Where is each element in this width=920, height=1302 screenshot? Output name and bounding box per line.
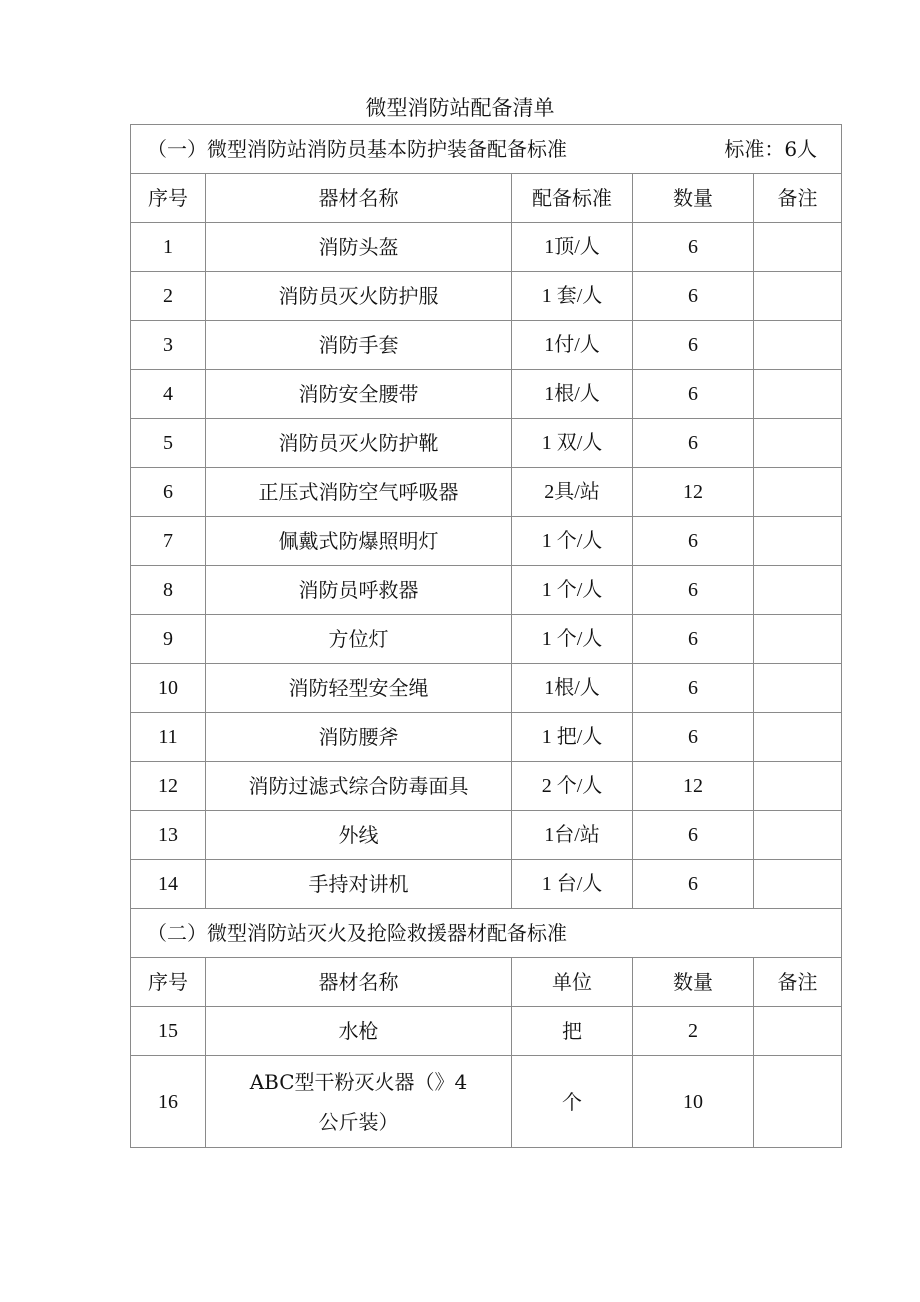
item-standard: 1 个/人 xyxy=(512,615,633,664)
item-quantity: 6 xyxy=(633,223,754,272)
item-standard: 1 套/人 xyxy=(512,272,633,321)
row-number: 16 xyxy=(131,1056,206,1148)
item-name: 消防手套 xyxy=(206,321,512,370)
section1-heading-row xyxy=(131,125,842,174)
item-note xyxy=(754,762,842,811)
item-name: 消防轻型安全绳 xyxy=(206,664,512,713)
item-standard: 1 把/人 xyxy=(512,713,633,762)
item-quantity: 6 xyxy=(633,370,754,419)
item-quantity: 6 xyxy=(633,811,754,860)
item-note xyxy=(754,1056,842,1148)
item-quantity: 6 xyxy=(633,860,754,909)
item-note xyxy=(754,566,842,615)
item-quantity: 6 xyxy=(633,419,754,468)
item-standard: 2 个/人 xyxy=(512,762,633,811)
row-number: 2 xyxy=(131,272,206,321)
table-row xyxy=(131,272,842,321)
header-quantity: 数量 xyxy=(633,958,754,1007)
item-name: 正压式消防空气呼吸器 xyxy=(206,468,512,517)
item-name: 消防员灭火防护服 xyxy=(206,272,512,321)
table-row xyxy=(131,468,842,517)
item-quantity: 12 xyxy=(633,468,754,517)
table-row xyxy=(131,811,842,860)
section2-header-row xyxy=(131,958,842,1007)
item-quantity: 6 xyxy=(633,321,754,370)
item-quantity: 6 xyxy=(633,517,754,566)
row-number: 3 xyxy=(131,321,206,370)
table-row xyxy=(131,762,842,811)
row-number: 12 xyxy=(131,762,206,811)
item-note xyxy=(754,321,842,370)
header-no: 序号 xyxy=(131,174,206,223)
row-number: 4 xyxy=(131,370,206,419)
item-quantity: 12 xyxy=(633,762,754,811)
row-number: 8 xyxy=(131,566,206,615)
item-name: 消防过滤式综合防毒面具 xyxy=(206,762,512,811)
item-quantity: 6 xyxy=(633,713,754,762)
item-standard: 1台/站 xyxy=(512,811,633,860)
header-no: 序号 xyxy=(131,958,206,1007)
item-note xyxy=(754,223,842,272)
header-name: 器材名称 xyxy=(206,174,512,223)
item-standard: 1付/人 xyxy=(512,321,633,370)
table-row xyxy=(131,615,842,664)
item-note xyxy=(754,615,842,664)
section1-standard: 标准：6人 xyxy=(724,137,818,161)
table-row xyxy=(131,1007,842,1056)
row-number: 11 xyxy=(131,713,206,762)
table-row xyxy=(131,1056,842,1148)
item-note xyxy=(754,1007,842,1056)
item-standard: 1顶/人 xyxy=(512,223,633,272)
table-row xyxy=(131,370,842,419)
section1-heading: （一）微型消防站消防员基本防护装备配备标准 xyxy=(147,137,567,161)
item-name: 手持对讲机 xyxy=(206,860,512,909)
header-quantity: 数量 xyxy=(633,174,754,223)
table-row xyxy=(131,517,842,566)
item-quantity: 6 xyxy=(633,272,754,321)
item-note xyxy=(754,860,842,909)
item-note xyxy=(754,468,842,517)
item-note xyxy=(754,272,842,321)
item-quantity: 6 xyxy=(633,664,754,713)
table-row xyxy=(131,566,842,615)
table-body xyxy=(131,125,842,1148)
row-number: 10 xyxy=(131,664,206,713)
header-note: 备注 xyxy=(754,174,842,223)
equipment-table xyxy=(130,124,842,1148)
item-name: 消防员呼救器 xyxy=(206,566,512,615)
item-note xyxy=(754,664,842,713)
item-standard: 1根/人 xyxy=(512,664,633,713)
item-quantity: 10 xyxy=(633,1056,754,1148)
row-number: 6 xyxy=(131,468,206,517)
item-note xyxy=(754,517,842,566)
item-standard: 1 双/人 xyxy=(512,419,633,468)
item-note xyxy=(754,713,842,762)
header-standard: 配备标准 xyxy=(512,174,633,223)
header-note: 备注 xyxy=(754,958,842,1007)
header-unit: 单位 xyxy=(512,958,633,1007)
table-row xyxy=(131,223,842,272)
item-note xyxy=(754,419,842,468)
document-title: 微型消防站配备清单 xyxy=(365,96,555,120)
row-number: 7 xyxy=(131,517,206,566)
row-number: 13 xyxy=(131,811,206,860)
row-number: 15 xyxy=(131,1007,206,1056)
item-standard: 1 个/人 xyxy=(512,566,633,615)
item-name: 消防头盔 xyxy=(206,223,512,272)
table-row xyxy=(131,713,842,762)
item-quantity: 2 xyxy=(633,1007,754,1056)
section1-heading-cell xyxy=(131,125,842,174)
item-note xyxy=(754,811,842,860)
table-row xyxy=(131,860,842,909)
item-note xyxy=(754,370,842,419)
item-quantity: 6 xyxy=(633,615,754,664)
item-standard: 1 个/人 xyxy=(512,517,633,566)
table-row xyxy=(131,321,842,370)
section2-heading-cell xyxy=(131,909,842,958)
item-name: 消防腰斧 xyxy=(206,713,512,762)
item-name: 水枪 xyxy=(206,1007,512,1056)
table-row xyxy=(131,664,842,713)
section2-heading: （二）微型消防站灭火及抢险救援器材配备标准 xyxy=(147,921,567,945)
item-quantity: 6 xyxy=(633,566,754,615)
item-name: 方位灯 xyxy=(206,615,512,664)
table-row xyxy=(131,419,842,468)
section1-header-row xyxy=(131,174,842,223)
item-name: ABC型干粉灭火器（》4公斤装） xyxy=(206,1056,512,1148)
row-number: 14 xyxy=(131,860,206,909)
row-number: 5 xyxy=(131,419,206,468)
item-unit: 把 xyxy=(512,1007,633,1056)
section2-heading-row xyxy=(131,909,842,958)
item-unit: 个 xyxy=(512,1056,633,1148)
item-name: 外线 xyxy=(206,811,512,860)
item-name: 消防安全腰带 xyxy=(206,370,512,419)
item-standard: 2具/站 xyxy=(512,468,633,517)
item-standard: 1根/人 xyxy=(512,370,633,419)
item-name: 消防员灭火防护靴 xyxy=(206,419,512,468)
item-standard: 1 台/人 xyxy=(512,860,633,909)
row-number: 9 xyxy=(131,615,206,664)
row-number: 1 xyxy=(131,223,206,272)
header-name: 器材名称 xyxy=(206,958,512,1007)
item-name: 佩戴式防爆照明灯 xyxy=(206,517,512,566)
